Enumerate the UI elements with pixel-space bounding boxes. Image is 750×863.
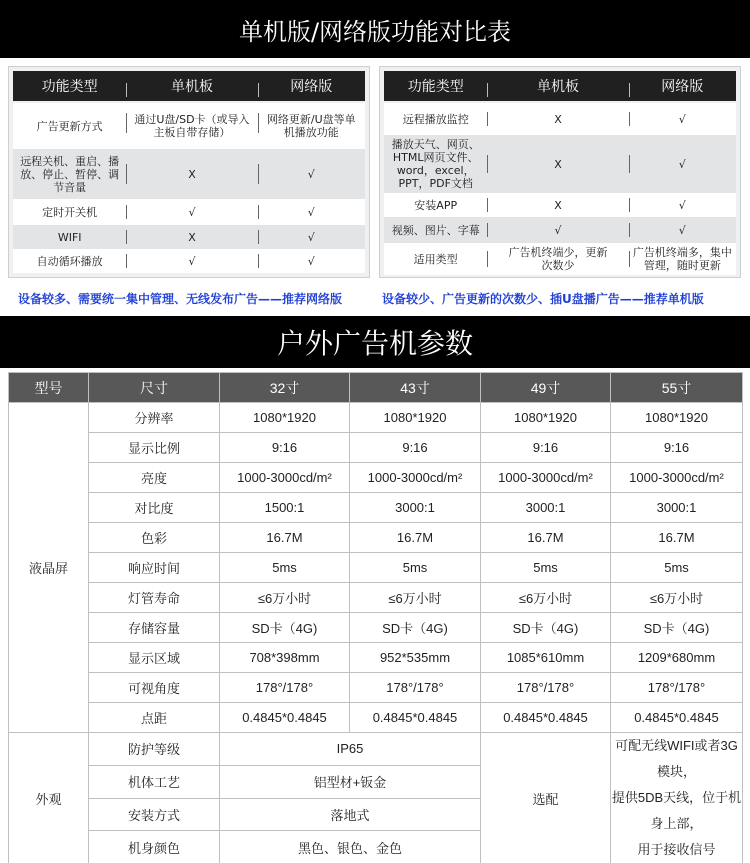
network-cell: √ [678,198,686,212]
param-name: 点距 [89,703,220,733]
param-name: 显示区域 [89,643,220,673]
param-value: 1080*1920 [220,403,350,433]
param-value: 178°/178° [611,673,743,703]
param-value: 1000-3000cd/m² [350,463,481,493]
param-value: 1080*1920 [611,403,743,433]
spec-header-row [9,373,743,403]
header-55: 55寸 [611,373,743,403]
comparison-header [384,71,736,101]
comparison-row [384,135,736,193]
header-standalone: 单机板 [170,79,213,95]
param-value: 9:16 [611,433,743,463]
param-value: 落地式 [220,798,481,831]
table-row [9,433,743,463]
feature-cell: 自动循环播放 [36,254,103,268]
param-name: 分辨率 [89,403,220,433]
table-row [9,583,743,613]
network-cell: 广告机终端多，集中管理，随时更新 [632,246,732,272]
feature-cell: 视频、图片、字幕 [391,223,480,237]
comparison-title-banner [0,0,750,58]
param-name: 灯管寿命 [89,583,220,613]
specs-title: 户外广告机参数 [276,327,473,360]
network-cell: √ [678,223,686,237]
table-row [9,463,743,493]
network-cell: 网络更新/U盘等单机播放功能 [266,113,356,139]
param-value: SD卡（4G) [481,613,611,643]
param-name: 色彩 [89,523,220,553]
standalone-cell: X [554,198,562,212]
comparison-row [13,149,365,199]
optional-line: 提供5DB天线，位于机身上部， [611,790,742,831]
param-value: ≤6万小时 [350,583,481,613]
param-value: 1000-3000cd/m² [220,463,350,493]
param-name: 可视角度 [89,673,220,703]
param-value: SD卡（4G) [611,613,743,643]
param-value: 3000:1 [350,493,481,523]
table-row [9,703,743,733]
header-43: 43寸 [350,373,481,403]
param-value: ≤6万小时 [220,583,350,613]
comparison-panel-left [8,66,370,278]
standalone-cell: X [188,167,196,181]
param-value: 铝型材+钣金 [220,765,481,798]
param-value: 5ms [350,553,481,583]
network-cell: √ [307,205,315,219]
param-name: 机身颜色 [89,831,220,863]
param-value: SD卡（4G) [350,613,481,643]
network-cell: √ [307,167,315,181]
param-value: 黑色、银色、金色 [220,831,481,863]
header-feature: 功能类型 [41,79,98,95]
param-value: 5ms [611,553,743,583]
param-value: 1000-3000cd/m² [611,463,743,493]
param-value: 16.7M [220,523,350,553]
table-row [9,493,743,523]
recommendation-standalone: 设备较少、广告更新的次数少、插U盘播广告——推荐单机版 [382,292,704,306]
standalone-cell: √ [188,254,196,268]
param-value: 0.4845*0.4845 [220,703,350,733]
header-model: 型号 [9,373,89,403]
param-name: 亮度 [89,463,220,493]
param-name: 存储容量 [89,613,220,643]
standalone-cell: 广告机终端少，更新次数少 [508,246,608,272]
header-feature: 功能类型 [407,79,464,95]
feature-cell: 定时开关机 [42,205,98,219]
group-label-lcd: 液晶屏 [9,403,89,733]
comparison-row [384,217,736,243]
table-row [9,673,743,703]
param-value: 9:16 [350,433,481,463]
feature-cell: 远程关机、重启、播放、停止、暂停、调节音量 [20,154,120,194]
param-name: 响应时间 [89,553,220,583]
param-value: 16.7M [611,523,743,553]
comparison-title: 单机版/网络版功能对比表 [238,17,512,46]
optional-line: 可配无线WIFI或者3G模块， [615,738,738,779]
group-label-appearance: 外观 [9,733,89,863]
table-row [9,613,743,643]
specs-title-banner [0,316,750,368]
network-cell: √ [678,157,686,171]
param-value: ≤6万小时 [611,583,743,613]
param-name: 防护等级 [89,733,220,766]
comparison-row [13,103,365,149]
header-32: 32寸 [220,373,350,403]
standalone-cell: 通过U盘/SD卡（或导入主板自带存储） [134,113,250,139]
spec-table [8,372,743,863]
param-value: 178°/178° [220,673,350,703]
comparison-row [384,243,736,275]
network-cell: √ [678,112,686,126]
param-value: 1000-3000cd/m² [481,463,611,493]
feature-cell: WIFI [57,230,82,244]
param-value: 0.4845*0.4845 [611,703,743,733]
feature-cell: 远程播放监控 [402,112,469,126]
param-value: 708*398mm [220,643,350,673]
feature-cell: 适用类型 [413,252,458,266]
table-row [9,553,743,583]
param-value: 16.7M [481,523,611,553]
param-name: 安装方式 [89,798,220,831]
param-name: 显示比例 [89,433,220,463]
header-network: 网络版 [661,79,704,95]
comparison-header [13,71,365,101]
standalone-cell: X [188,230,196,244]
standalone-cell: X [554,157,562,171]
comparison-row [13,225,365,249]
table-row [9,643,743,673]
param-value: 1080*1920 [350,403,481,433]
feature-cell: 广告更新方式 [36,119,103,133]
comparison-row [13,199,365,225]
param-value: SD卡（4G) [220,613,350,643]
header-network: 网络版 [290,79,333,95]
param-value: 1085*610mm [481,643,611,673]
param-value: 1080*1920 [481,403,611,433]
param-value: 952*535mm [350,643,481,673]
feature-cell: 安装APP [414,198,458,212]
param-value: 5ms [481,553,611,583]
param-name: 对比度 [89,493,220,523]
param-value: 1209*680mm [611,643,743,673]
comparison-panel-right [379,66,741,278]
param-value: 178°/178° [350,673,481,703]
optional-label: 选配 [481,733,611,863]
param-value: 0.4845*0.4845 [481,703,611,733]
network-cell: √ [307,230,315,244]
optional-description [611,733,743,863]
param-value: ≤6万小时 [481,583,611,613]
header-size: 尺寸 [89,373,220,403]
comparison-row [13,249,365,273]
param-value: 3000:1 [611,493,743,523]
standalone-cell: √ [554,223,562,237]
param-value: 9:16 [220,433,350,463]
table-row [9,403,743,433]
network-cell: √ [307,254,315,268]
optional-line: 用于接收信号 [637,842,716,857]
param-value: 3000:1 [481,493,611,523]
comparison-row [384,103,736,135]
param-value: 16.7M [350,523,481,553]
feature-cell: 播放天气、网页、HTML网页文件、word，excel，PPT，PDF文档 [391,138,480,190]
param-value: IP65 [220,733,481,766]
table-row [9,733,743,766]
param-value: 1500:1 [220,493,350,523]
table-row [9,523,743,553]
param-name: 机体工艺 [89,765,220,798]
standalone-cell: X [554,112,562,126]
comparison-row [384,193,736,217]
recommendation-network: 设备较多、需要统一集中管理、无线发布广告——推荐网络版 [18,292,343,306]
param-value: 178°/178° [481,673,611,703]
param-value: 0.4845*0.4845 [350,703,481,733]
standalone-cell: √ [188,205,196,219]
header-standalone: 单机板 [537,79,579,95]
param-value: 5ms [220,553,350,583]
param-value: 9:16 [481,433,611,463]
header-49: 49寸 [481,373,611,403]
